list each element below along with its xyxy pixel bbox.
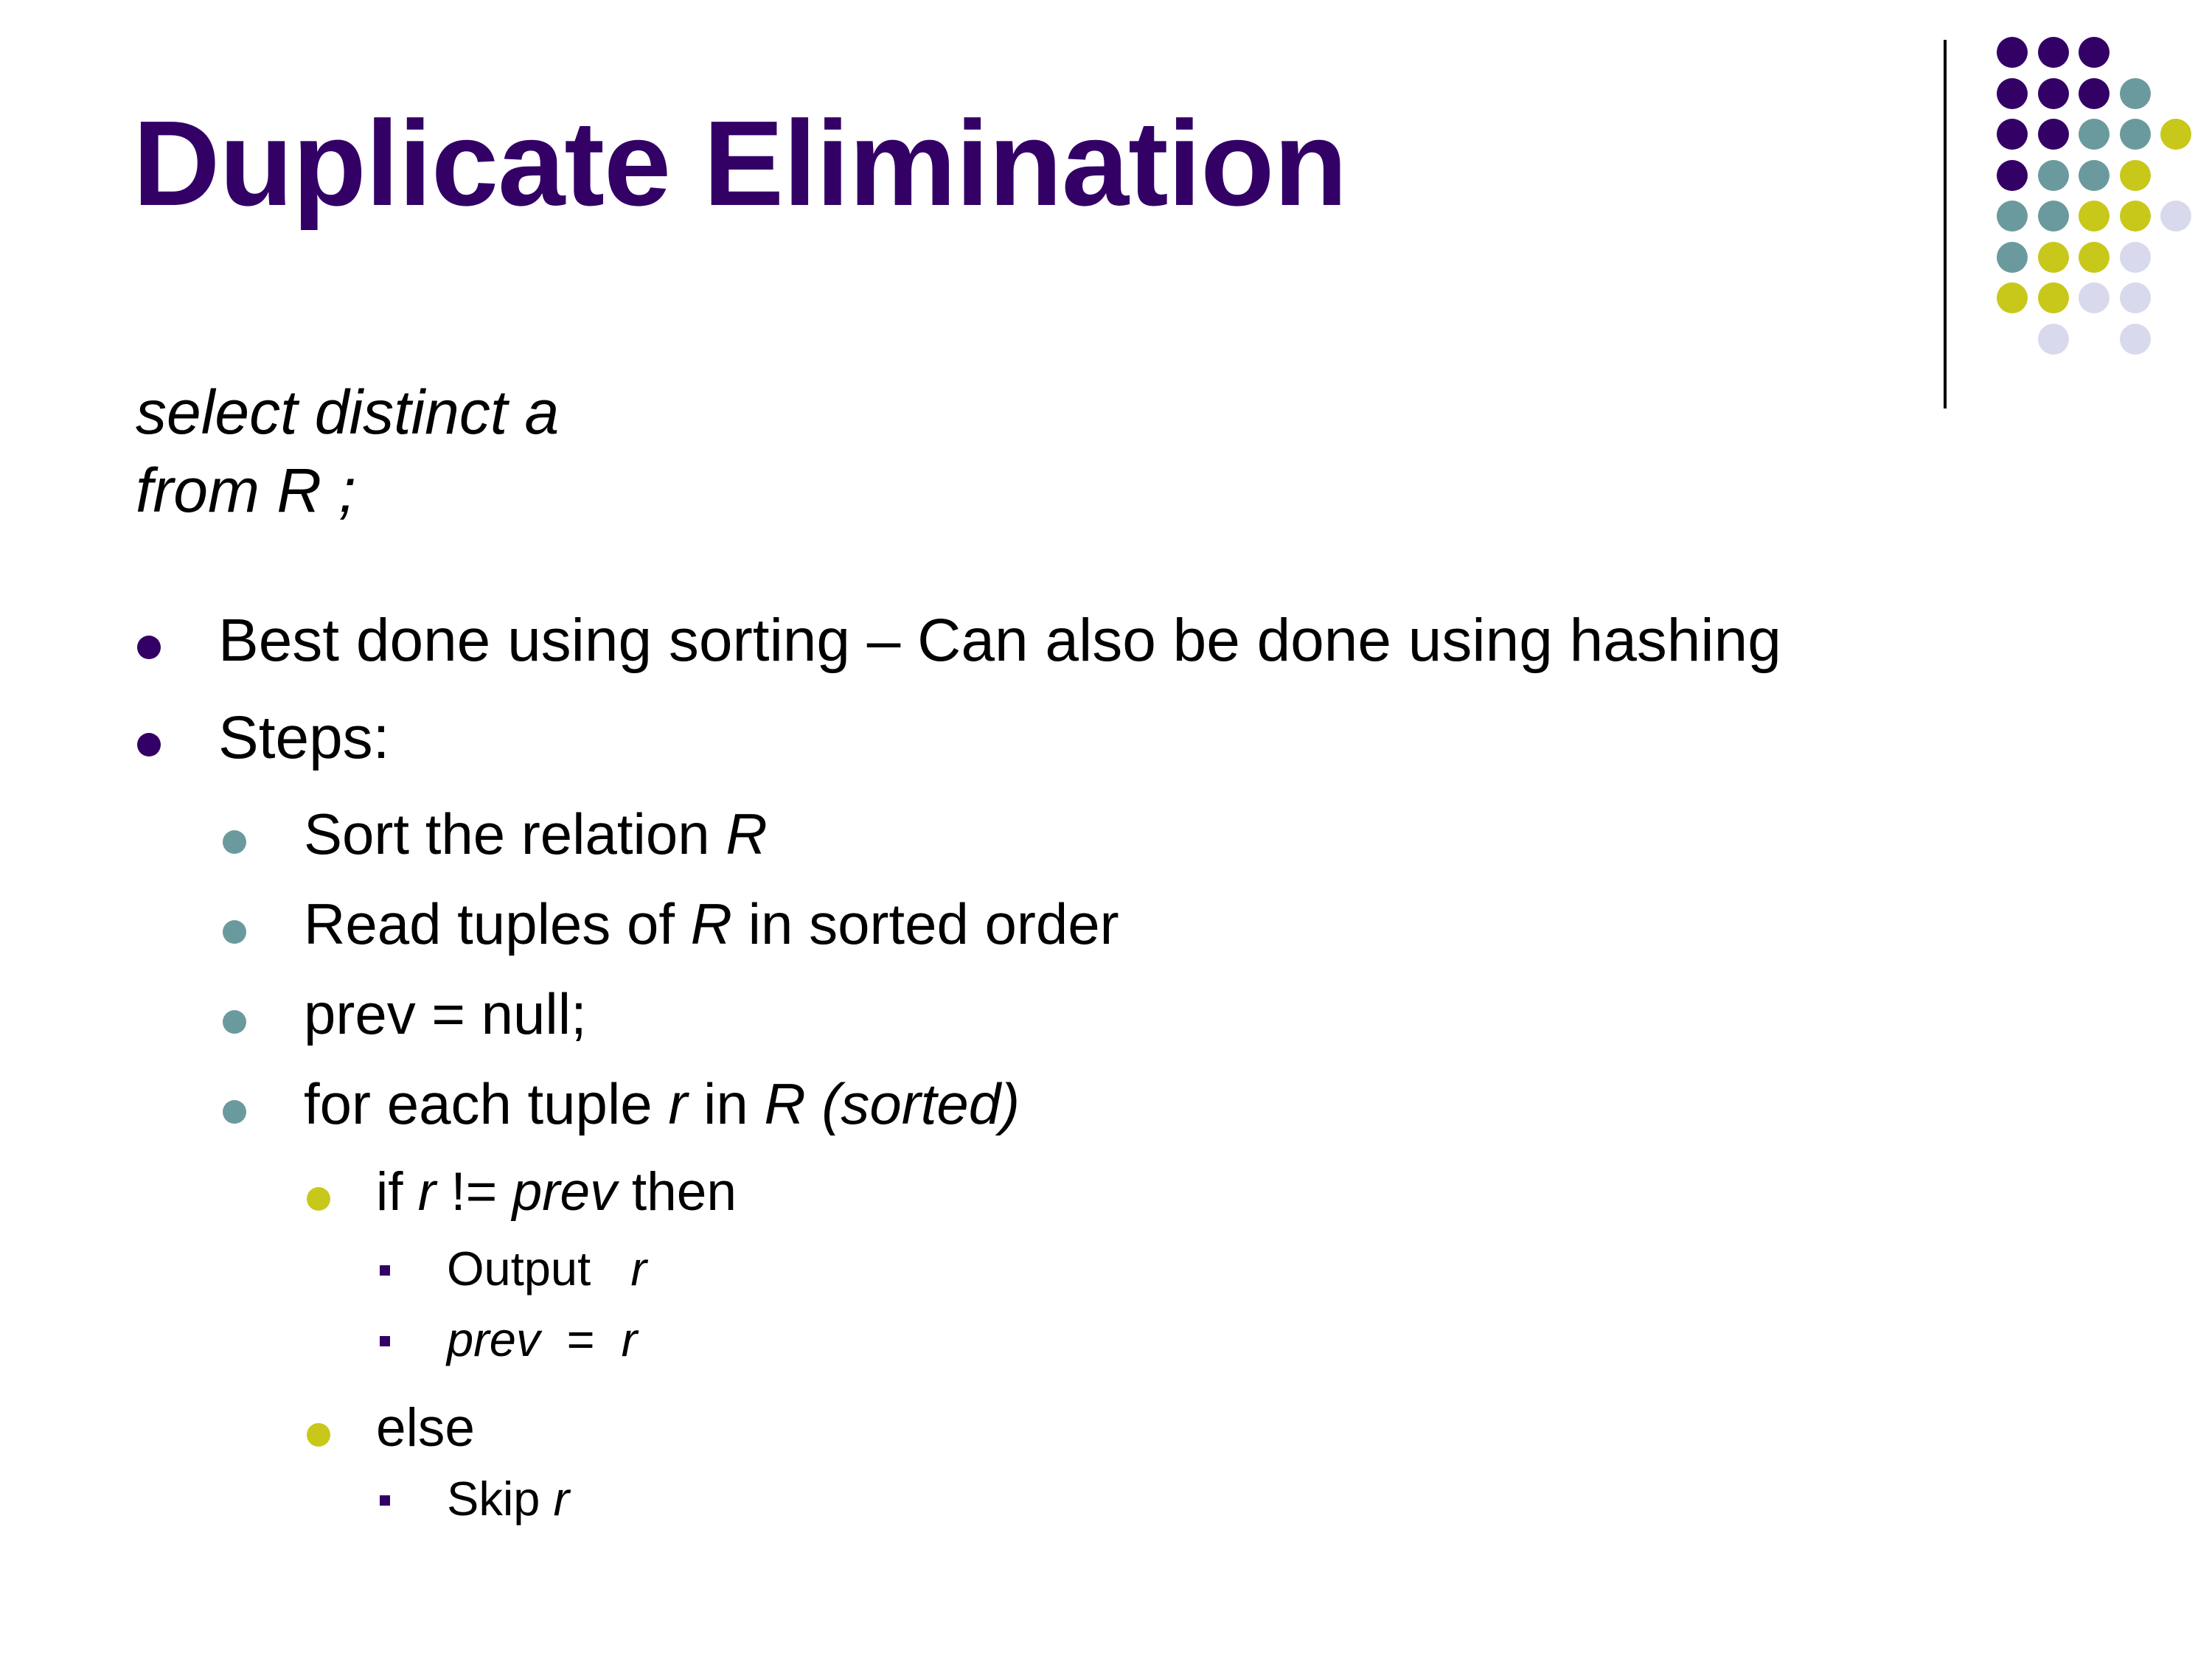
slide-title: Duplicate Elimination xyxy=(133,96,1347,231)
decoration-dot-purple xyxy=(1997,119,2028,150)
list-item-text xyxy=(218,607,1781,674)
list-item xyxy=(304,981,587,1046)
italic-text: r xyxy=(668,1071,688,1136)
text-run: Best done using sorting – Can also be done using hashing xyxy=(218,607,1781,674)
text-run: Sort the relation xyxy=(304,801,726,866)
text-run: Skip xyxy=(447,1472,554,1526)
list-item xyxy=(447,1472,570,1526)
italic-text: prev xyxy=(512,1162,617,1222)
text-run: != xyxy=(436,1162,512,1222)
square-bullet-icon xyxy=(380,1265,390,1276)
bullet-dot-icon xyxy=(137,636,161,659)
decoration-dot-purple xyxy=(1997,160,2028,191)
italic-text: r xyxy=(553,1472,570,1526)
sub-sub-bullet-dot-icon xyxy=(307,1423,330,1447)
list-item-text xyxy=(376,1398,475,1458)
list-item-text xyxy=(447,1242,647,1295)
list-item-text xyxy=(447,1472,569,1526)
list-item xyxy=(376,1162,737,1222)
list-item xyxy=(447,1312,638,1366)
decoration-dot-olive xyxy=(1997,282,2028,313)
list-item xyxy=(304,1071,1020,1136)
decoration-dot-teal xyxy=(2038,201,2069,232)
decoration-dot-purple xyxy=(1997,37,2028,68)
sub-bullet-dot-icon xyxy=(223,920,246,944)
bullet-dot-icon xyxy=(137,733,161,757)
decoration-dot-teal xyxy=(2079,160,2110,191)
list-item xyxy=(218,607,1781,674)
decoration-dot-purple xyxy=(2038,37,2069,68)
italic-text: r xyxy=(630,1242,647,1295)
sub-bullet-dot-icon xyxy=(223,1010,246,1034)
query-line-select: select distinct a xyxy=(136,378,560,447)
decoration-dot-lavender xyxy=(2120,242,2151,273)
list-item xyxy=(304,801,768,866)
sub-sub-bullet-dot-icon xyxy=(307,1187,330,1211)
list-item xyxy=(304,891,1119,956)
italic-text: R xyxy=(726,801,768,866)
decoration-dot-olive xyxy=(2079,242,2110,273)
decoration-dot-teal xyxy=(1997,201,2028,232)
text-run: if xyxy=(376,1162,418,1222)
sub-bullet-dot-icon xyxy=(223,1100,246,1124)
text-run: Read tuples of xyxy=(304,891,691,956)
decoration-dot-lavender xyxy=(2038,324,2069,355)
decoration-dot-olive xyxy=(2038,242,2069,273)
italic-text: r xyxy=(621,1312,638,1366)
decoration-dot-teal xyxy=(2038,160,2069,191)
square-bullet-icon xyxy=(380,1495,390,1506)
list-item-text xyxy=(218,704,389,771)
decoration-dot-teal xyxy=(2079,119,2110,150)
italic-text: prev xyxy=(447,1312,540,1366)
text-run: = xyxy=(540,1312,622,1366)
list-item xyxy=(376,1398,475,1458)
text-run: prev = null; xyxy=(304,981,587,1046)
list-item-text xyxy=(304,891,1119,956)
decoration-dot-olive xyxy=(2120,201,2151,232)
italic-text: R xyxy=(690,891,733,956)
vertical-divider xyxy=(1944,40,1947,408)
decoration-dot-lavender xyxy=(2120,324,2151,355)
decoration-dot-olive xyxy=(2038,282,2069,313)
list-item-text xyxy=(304,801,768,866)
decoration-dot-lavender xyxy=(2120,282,2151,313)
text-run: Steps: xyxy=(218,704,390,771)
italic-text: R (sorted) xyxy=(764,1071,1020,1136)
text-run: else xyxy=(376,1398,475,1458)
decoration-dot-teal xyxy=(1997,242,2028,273)
text-run: for each tuple xyxy=(304,1071,669,1136)
decoration-dot-purple xyxy=(1997,78,2028,109)
decoration-dot-purple xyxy=(2079,78,2110,109)
decoration-dot-purple xyxy=(2079,37,2110,68)
list-item-text xyxy=(304,981,587,1046)
list-item xyxy=(447,1242,647,1295)
decoration-dot-lavender xyxy=(2160,201,2191,232)
list-item-text xyxy=(376,1162,737,1222)
list-item-text xyxy=(447,1312,637,1366)
list-item-text xyxy=(304,1071,1020,1136)
decoration-dot-teal xyxy=(2120,119,2151,150)
italic-text: r xyxy=(417,1162,437,1222)
text-run: Output xyxy=(447,1242,631,1295)
decoration-dot-olive xyxy=(2079,201,2110,232)
list-item xyxy=(218,704,390,771)
text-run: then xyxy=(616,1162,737,1222)
query-line-from: from R ; xyxy=(136,456,356,525)
text-run: in sorted order xyxy=(732,891,1119,956)
decoration-dot-teal xyxy=(2120,78,2151,109)
text-run: in xyxy=(687,1071,765,1136)
square-bullet-icon xyxy=(380,1336,390,1346)
decoration-dot-purple xyxy=(2038,78,2069,109)
sub-bullet-dot-icon xyxy=(223,830,246,854)
sql-query xyxy=(136,373,559,529)
decoration-dot-olive xyxy=(2160,119,2191,150)
decoration-dot-lavender xyxy=(2079,282,2110,313)
decoration-dot-purple xyxy=(2038,119,2069,150)
decoration-dot-olive xyxy=(2120,160,2151,191)
